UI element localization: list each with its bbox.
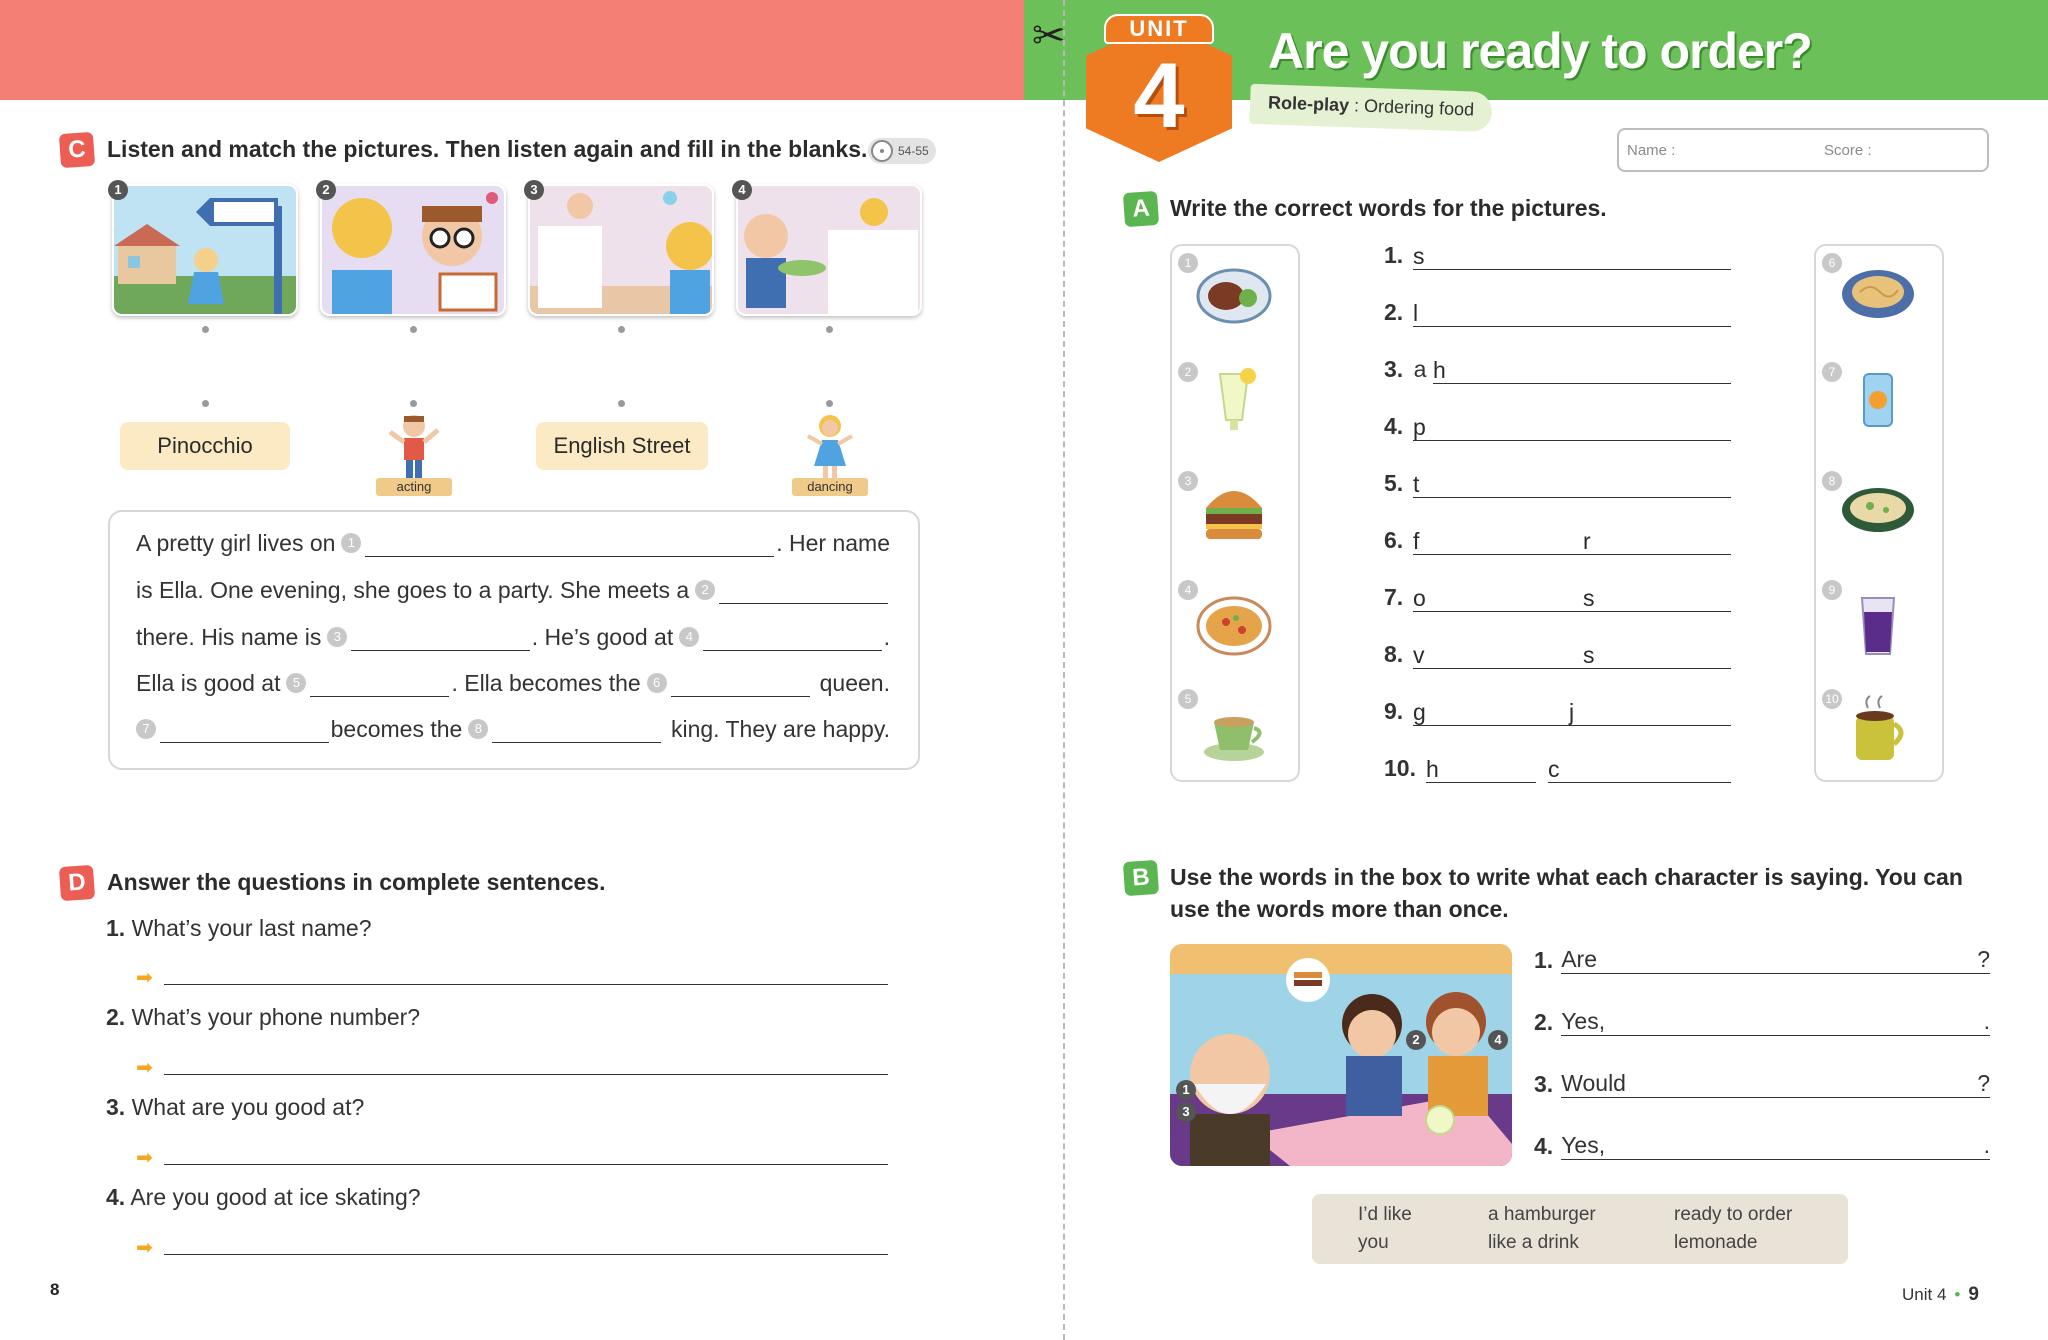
item-number: 5. <box>1384 470 1404 496</box>
hint-letter: t <box>1413 471 1420 497</box>
blank-5[interactable] <box>310 673 449 697</box>
hint-letter: g <box>1413 699 1426 725</box>
question-number: 4. <box>106 1184 126 1210</box>
question-2 <box>106 1004 420 1031</box>
a-answer-line-10b[interactable] <box>1548 755 1731 783</box>
section-d-title: Answer the questions in complete sentences. <box>107 869 606 895</box>
answer-line-3[interactable] <box>164 1164 888 1165</box>
footer-unit <box>1902 1284 1979 1306</box>
question-number: 2. <box>106 1004 126 1030</box>
pic-number-4: 4 <box>732 180 752 200</box>
match-dot[interactable] <box>202 326 209 333</box>
top-band-left <box>0 0 1024 100</box>
blank-number: 8 <box>468 719 488 739</box>
a-item-7 <box>1384 584 1403 616</box>
section-b-title-line1: Use the words in the box to write what each character is saying. You can <box>1170 864 1963 890</box>
word-box <box>1312 1194 1848 1264</box>
food-number: 2 <box>1178 362 1198 382</box>
story-picture-1 <box>112 184 298 316</box>
item-number: 2. <box>1534 1009 1554 1035</box>
match-dot[interactable] <box>826 400 833 407</box>
hamburger-icon <box>1196 474 1272 550</box>
food-number: 7 <box>1822 362 1842 382</box>
blank-2[interactable] <box>719 580 888 604</box>
match-answer-english-street: English Street <box>536 422 708 470</box>
a-item-4 <box>1384 413 1403 445</box>
hint-letter: a <box>1413 356 1427 382</box>
food-number: 6 <box>1822 253 1842 273</box>
story-text: is Ella. One evening, she goes to a party. She meets a <box>136 577 690 603</box>
blank-6[interactable] <box>671 673 810 697</box>
word-chip: a hamburger <box>1488 1204 1596 1225</box>
story-line-3 <box>136 624 890 651</box>
a-answer-line-1[interactable] <box>1413 242 1731 270</box>
arrow-icon: ➡ <box>136 1147 153 1169</box>
story-text: . Ella becomes the <box>451 670 641 696</box>
section-c-title: Listen and match the pictures. Then listen again and fill in the blanks. <box>107 136 868 162</box>
question-number: 1. <box>106 915 126 941</box>
story-text: . He’s good at <box>531 624 674 650</box>
item-number: 2. <box>1384 299 1404 325</box>
item-number: 3. <box>1384 356 1404 382</box>
match-dot[interactable] <box>618 326 625 333</box>
word-chip: ready to order <box>1674 1204 1793 1225</box>
a-answer-line-4[interactable] <box>1413 413 1731 441</box>
hint-letter: c <box>1548 756 1560 782</box>
hint-letter: j <box>1569 699 1575 725</box>
acting-label: acting <box>376 478 452 496</box>
word-chip: like a drink <box>1488 1232 1579 1253</box>
blank-number: 5 <box>286 673 306 693</box>
blank-number: 4 <box>679 627 699 647</box>
arrow-icon: ➡ <box>136 1057 153 1079</box>
b-item-1 <box>1534 940 1990 974</box>
question-text: What’s your last name? <box>131 915 372 941</box>
a-item-5 <box>1384 470 1403 502</box>
scene-number: 2 <box>1406 1030 1426 1050</box>
a-item-9 <box>1384 698 1403 730</box>
sentence-start: Yes, <box>1561 1132 1606 1158</box>
blank-7[interactable] <box>160 719 329 743</box>
arrow-icon: ➡ <box>136 967 153 989</box>
item-number: 10. <box>1384 755 1416 781</box>
track-number: 54-55 <box>898 144 929 158</box>
page-title: Are you ready to order? <box>1268 23 1812 79</box>
a-answer-line-10a[interactable] <box>1426 755 1536 783</box>
scissors-icon: ✂ <box>1032 14 1066 58</box>
item-number: 8. <box>1384 641 1404 667</box>
unit-badge <box>1086 10 1232 160</box>
question-4 <box>106 1184 421 1211</box>
girl-dancing-figure <box>800 412 860 484</box>
story-text: becomes the <box>330 716 463 742</box>
story-text: there. His name is <box>136 624 322 650</box>
question-text: What’s your phone number? <box>131 1004 421 1030</box>
tea-cup-icon <box>1196 692 1272 768</box>
a-answer-line-8b[interactable] <box>1583 641 1731 669</box>
arrow-icon: ➡ <box>136 1237 153 1259</box>
food-number: 4 <box>1178 580 1198 600</box>
item-number: 6. <box>1384 527 1404 553</box>
question-3 <box>106 1094 364 1121</box>
dot-icon: • <box>1954 1285 1961 1304</box>
question-1 <box>106 915 371 942</box>
scene-number: 1 <box>1176 1080 1196 1100</box>
subtitle-bold: Role-play <box>1267 92 1350 116</box>
steak-icon <box>1196 256 1272 332</box>
hint-letter: s <box>1413 243 1425 269</box>
a-item-10 <box>1384 755 1416 787</box>
hint-letter: o <box>1413 585 1426 611</box>
hint-letter: s <box>1583 585 1595 611</box>
item-number: 4. <box>1384 413 1404 439</box>
a-answer-line-5[interactable] <box>1413 470 1731 498</box>
sentence-start: Yes, <box>1561 1008 1606 1034</box>
item-number: 4. <box>1534 1133 1554 1159</box>
restaurant-scene <box>1170 944 1512 1166</box>
answer-line-1[interactable] <box>164 984 888 985</box>
story-line-1 <box>136 530 890 557</box>
a-item-3 <box>1384 356 1426 388</box>
a-answer-line-3[interactable] <box>1433 356 1731 384</box>
section-b-title-line2: use the words more than once. <box>1170 896 1509 922</box>
audio-track-badge[interactable] <box>868 138 936 164</box>
sentence-start: Would <box>1561 1070 1626 1096</box>
section-d-letter: D <box>59 865 95 901</box>
sentence-end: . <box>1983 1008 1990 1034</box>
question-text: What are you good at? <box>131 1094 365 1120</box>
section-a-title: Write the correct words for the pictures. <box>1170 195 1607 221</box>
story-text: queen. <box>819 670 890 696</box>
cut-line <box>1063 0 1065 1340</box>
pizza-icon <box>1196 588 1272 664</box>
lemonade-icon <box>1196 360 1272 436</box>
spaghetti-icon <box>1840 256 1916 332</box>
a-answer-line-8a[interactable] <box>1413 641 1583 669</box>
item-number: 7. <box>1384 584 1404 610</box>
section-a-letter: A <box>1123 191 1159 227</box>
b-item-4 <box>1534 1126 1990 1160</box>
a-answer-line-2[interactable] <box>1413 299 1731 327</box>
story-text: king. They are happy. <box>670 716 891 742</box>
a-answer-line-9b[interactable] <box>1569 698 1731 726</box>
score-label: Score : <box>1824 142 1872 159</box>
blank-8[interactable] <box>492 719 661 743</box>
sentence-end: ? <box>1977 946 1990 972</box>
story-line-5 <box>136 716 890 743</box>
match-dot[interactable] <box>410 326 417 333</box>
noodle-soup-icon <box>1840 474 1916 550</box>
sentence-end: . <box>1983 1132 1990 1158</box>
subtitle-sep: : <box>1348 95 1365 116</box>
page-number-left: 8 <box>50 1280 60 1299</box>
hot-chocolate-icon <box>1840 692 1916 768</box>
a-item-1 <box>1384 242 1403 274</box>
unit-label: UNIT <box>1104 14 1214 44</box>
pic-number-3: 3 <box>524 180 544 200</box>
a-answer-line-6b[interactable] <box>1583 527 1731 555</box>
food-number: 8 <box>1822 471 1842 491</box>
subtitle-rest: Ordering food <box>1363 95 1475 120</box>
story-picture-3 <box>528 184 714 316</box>
footer-unit-text: Unit 4 <box>1902 1285 1947 1304</box>
match-dot[interactable] <box>618 400 625 407</box>
blank-3[interactable] <box>351 627 529 651</box>
match-dot[interactable] <box>202 400 209 407</box>
answer-line-4[interactable] <box>164 1254 888 1255</box>
story-text: . Her name <box>776 530 890 556</box>
blank-4[interactable] <box>703 627 881 651</box>
story-text: Ella is good at <box>136 670 281 696</box>
b-item-2 <box>1534 1002 1990 1036</box>
answer-line-2[interactable] <box>164 1074 888 1075</box>
a-answer-line-7b[interactable] <box>1583 584 1731 612</box>
story-picture-4 <box>736 184 922 316</box>
boy-acting-figure <box>384 412 444 484</box>
name-label: Name : <box>1627 142 1676 159</box>
match-dot[interactable] <box>410 400 417 407</box>
pic-number-1: 1 <box>108 180 128 200</box>
sentence-end: ? <box>1977 1070 1990 1096</box>
food-number: 3 <box>1178 471 1198 491</box>
b-answer-line-3[interactable] <box>1561 1068 1990 1098</box>
page-number-right: 9 <box>1968 1284 1979 1305</box>
a-item-8 <box>1384 641 1403 673</box>
blank-number: 2 <box>695 580 715 600</box>
blank-number: 3 <box>327 627 347 647</box>
match-dot[interactable] <box>826 326 833 333</box>
word-chip: I’d like <box>1358 1204 1412 1225</box>
b-answer-line-4[interactable] <box>1561 1130 1990 1160</box>
hint-letter: l <box>1413 300 1419 326</box>
orange-juice-icon <box>1840 360 1916 436</box>
question-text: Are you good at ice skating? <box>130 1184 421 1210</box>
b-answer-line-2[interactable] <box>1561 1006 1990 1036</box>
name-score-box[interactable] <box>1617 128 1989 172</box>
story-line-2 <box>136 577 890 604</box>
food-number: 10 <box>1822 689 1842 709</box>
item-number: 1. <box>1384 242 1404 268</box>
item-number: 3. <box>1534 1071 1554 1097</box>
a-answer-line-9a[interactable] <box>1413 698 1569 726</box>
grape-juice-icon <box>1840 588 1916 664</box>
unit-number: 4 <box>1133 45 1185 147</box>
story-text: A pretty girl lives on <box>136 530 336 556</box>
blank-1[interactable] <box>365 533 774 557</box>
hint-letter: f <box>1413 528 1420 554</box>
a-item-6 <box>1384 527 1403 559</box>
subtitle-tag <box>1249 84 1492 132</box>
question-number: 3. <box>106 1094 126 1120</box>
hint-letter: h <box>1433 357 1446 383</box>
scene-number: 3 <box>1176 1102 1196 1122</box>
scene-number: 4 <box>1488 1030 1508 1050</box>
item-number: 9. <box>1384 698 1404 724</box>
b-item-3 <box>1534 1064 1990 1098</box>
hint-letter: h <box>1426 756 1439 782</box>
food-number: 1 <box>1178 253 1198 273</box>
hint-letter: p <box>1413 414 1426 440</box>
word-chip: lemonade <box>1674 1232 1758 1253</box>
dancing-label: dancing <box>792 478 868 496</box>
a-item-2 <box>1384 299 1403 331</box>
a-answer-line-7a[interactable] <box>1413 584 1583 612</box>
match-answer-pinocchio: Pinocchio <box>120 422 290 470</box>
story-picture-2 <box>320 184 506 316</box>
pic-number-2: 2 <box>316 180 336 200</box>
section-b-letter: B <box>1123 860 1159 896</box>
a-answer-line-6a[interactable] <box>1413 527 1583 555</box>
item-number: 1. <box>1534 947 1554 973</box>
story-line-4 <box>136 670 890 697</box>
hint-letter: v <box>1413 642 1425 668</box>
hint-letter: r <box>1583 528 1591 554</box>
blank-number: 1 <box>341 533 361 553</box>
section-c-letter: C <box>59 132 95 168</box>
food-number: 9 <box>1822 580 1842 600</box>
sentence-start: Are <box>1561 946 1597 972</box>
blank-number: 7 <box>136 719 156 739</box>
story-text: . <box>883 624 891 650</box>
word-chip: you <box>1358 1232 1389 1253</box>
hint-letter: s <box>1583 642 1595 668</box>
b-answer-line-1[interactable] <box>1561 944 1990 974</box>
cd-icon <box>871 140 893 162</box>
food-number: 5 <box>1178 689 1198 709</box>
blank-number: 6 <box>647 673 667 693</box>
